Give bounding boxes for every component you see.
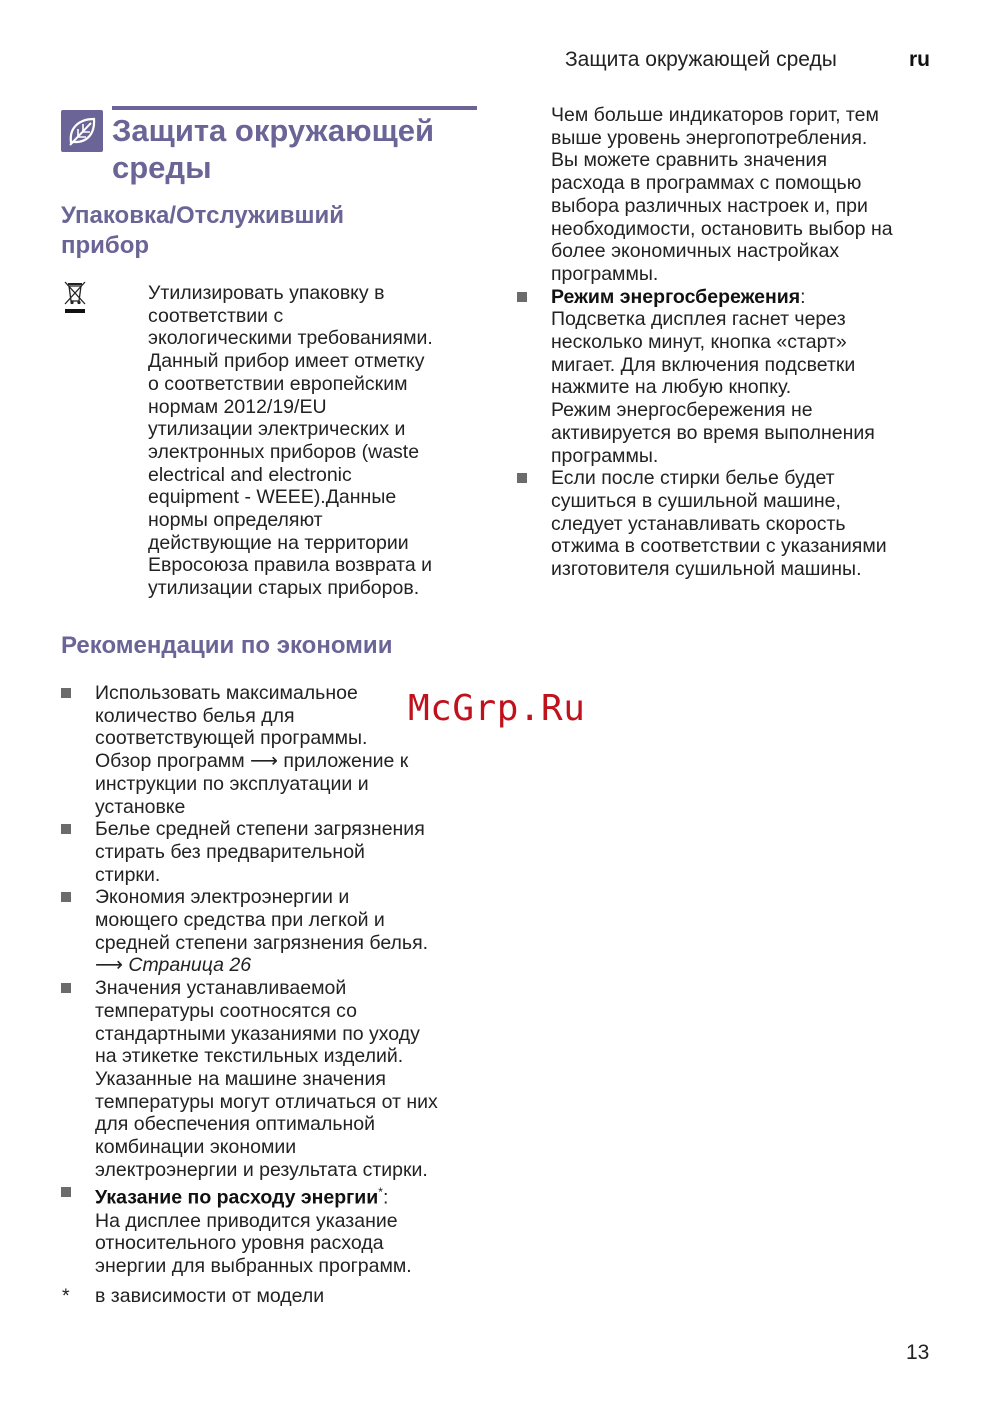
list-item: [60, 977, 490, 1181]
text-line: На дисплее приводится указание: [95, 1209, 398, 1232]
text-line: для обеспечения оптимальной: [95, 1113, 376, 1136]
page-title-line1: Защита окружающей: [112, 113, 435, 148]
footnote-marker: *: [378, 1185, 383, 1200]
text-line: Указанные на машине значения: [95, 1067, 386, 1090]
text-line: стирать без предварительной: [95, 840, 365, 863]
list-item: [60, 886, 490, 977]
text-line: Вы можете сравнить значения: [551, 149, 828, 172]
text-line: нормам 2012/19/EU: [148, 395, 327, 418]
text-line: нормы определяют: [148, 509, 323, 532]
text-line: экологическими требованиями.: [148, 327, 433, 350]
arrow-right-icon: ⟶: [250, 749, 278, 773]
colon: :: [800, 285, 806, 308]
text-line: нажмите на любую кнопку.: [551, 376, 792, 399]
text-line: на этикетке текстильных изделий.: [95, 1045, 404, 1068]
text-line: Чем больше индикаторов горит, тем: [551, 104, 879, 126]
text-line: equipment - WEEE).Данные: [148, 486, 397, 509]
text-line: относительного уровня расхода: [95, 1232, 384, 1255]
text-line: программы.: [551, 444, 659, 467]
text-line: стандартными указаниями по уходу: [95, 1022, 420, 1045]
text-line: утилизации старых приборов.: [148, 577, 420, 600]
item-bold-title: Режим энергосбережения: [551, 285, 801, 308]
text-line: расхода в программах с помощью: [551, 172, 862, 195]
text-line: Подсветка дисплея гаснет через: [551, 308, 846, 331]
list-item: [516, 286, 941, 468]
text-line: Значения устанавливаемой: [95, 977, 347, 1000]
text-line: моющего средства при легкой и: [95, 909, 385, 932]
text-line: электроэнергии и результата стирки.: [95, 1158, 428, 1181]
packaging-text: [148, 282, 478, 600]
text-line: изготовителя сушильной машины.: [551, 558, 862, 581]
text-line: действующие на территории: [148, 531, 409, 554]
text-line: программы.: [551, 262, 659, 285]
watermark: McGrp.Ru: [408, 688, 586, 729]
page-number: 13: [906, 1341, 930, 1364]
running-header-section: Защита окружающей среды: [565, 48, 837, 71]
weee-crossed-bin-icon: [62, 279, 88, 315]
footnote-text: в зависимости от модели: [95, 1285, 325, 1307]
list-item: [60, 1181, 490, 1277]
bullet-square-icon: [517, 292, 527, 302]
economy-list: [60, 682, 490, 1278]
text-line: активируется во время выполнения: [551, 421, 875, 444]
text-line: температуры соотносятся со: [95, 999, 357, 1022]
footnote-star: *: [62, 1285, 70, 1307]
text-line: Евросоюза правила возврата и: [148, 554, 433, 577]
text-line: соответствующей программы.: [95, 727, 368, 750]
running-header-lang: ru: [909, 48, 930, 71]
text-line: Экономия электроэнергии и: [95, 886, 350, 909]
text-line: установке: [95, 795, 186, 818]
text-line: более экономичных настройках: [551, 240, 840, 263]
text-line: электронных приборов (waste: [148, 440, 420, 463]
cross-reference: [95, 750, 490, 773]
text-line: утилизации электрических и: [148, 418, 406, 441]
continuation-paragraph: [516, 104, 941, 286]
leaf-icon: [61, 110, 103, 152]
text-line: сушиться в сушильной машине,: [551, 489, 841, 512]
text-line: Использовать максимальное: [95, 682, 358, 704]
text-line: следует устанавливать скорость: [551, 512, 846, 535]
text-line: несколько минут, кнопка «старт»: [551, 331, 847, 354]
bullet-square-icon: [61, 1187, 71, 1197]
bullet-square-icon: [517, 473, 527, 483]
text-line: энергии для выбранных программ.: [95, 1255, 412, 1278]
text-line: мигает. Для включения подсветки: [551, 353, 856, 376]
list-item: [516, 467, 941, 581]
bullet-square-icon: [61, 892, 71, 902]
item-title: [95, 1181, 490, 1209]
text-line: electrical and electronic: [148, 463, 352, 486]
text-line: Если после стирки белье будет: [551, 467, 835, 490]
text-line: Режим энергосбережения не: [551, 399, 813, 422]
ref-text: приложение к: [283, 750, 409, 773]
text-line: Данный прибор имеет отметку: [148, 350, 425, 373]
text-line: о соответствии европейским: [148, 372, 408, 395]
text-line: Утилизировать упаковку в: [148, 282, 385, 304]
economy-heading: Рекомендации по экономии: [61, 632, 393, 659]
cross-reference[interactable]: [95, 954, 490, 977]
text-line: комбинации экономии: [95, 1136, 297, 1159]
list-item: [60, 818, 490, 886]
text-line: Белье средней степени загрязнения: [95, 818, 425, 841]
arrow-right-icon: ⟶: [95, 953, 123, 977]
packaging-heading-line2: прибор: [61, 232, 150, 259]
item-bold-title: Указание по расходу энергии: [95, 1186, 379, 1209]
text-line: стирки.: [95, 863, 161, 886]
page-title: [112, 112, 482, 186]
bullet-square-icon: [61, 824, 71, 834]
bullet-square-icon: [61, 983, 71, 993]
text-line: выше уровень энергопотребления.: [551, 126, 868, 149]
right-column: [516, 104, 941, 581]
text-line: отжима в соответствии с указаниями: [551, 535, 887, 558]
text-line: соответствии с: [148, 304, 284, 327]
bullet-square-icon: [61, 688, 71, 698]
item-title: [551, 286, 941, 309]
packaging-heading: [61, 201, 344, 261]
title-rule: [112, 106, 477, 110]
ref-text: Обзор программ: [95, 750, 245, 773]
text-line: инструкции по эксплуатации и: [95, 772, 369, 795]
text-line: выбора различных настроек и, при: [551, 194, 868, 217]
text-line: необходимости, остановить выбор на: [551, 217, 893, 240]
packaging-heading-line1: Упаковка/Отслуживший: [61, 202, 345, 229]
footnote: [60, 1285, 490, 1308]
text-line: средней степени загрязнения белья.: [95, 931, 429, 954]
page-title-line2: среды: [112, 150, 212, 185]
colon: :: [382, 1186, 389, 1209]
text-line: количество белья для: [95, 704, 295, 727]
text-line: температуры могут отличаться от них: [95, 1090, 438, 1113]
page-reference-link[interactable]: Страница 26: [128, 954, 252, 977]
